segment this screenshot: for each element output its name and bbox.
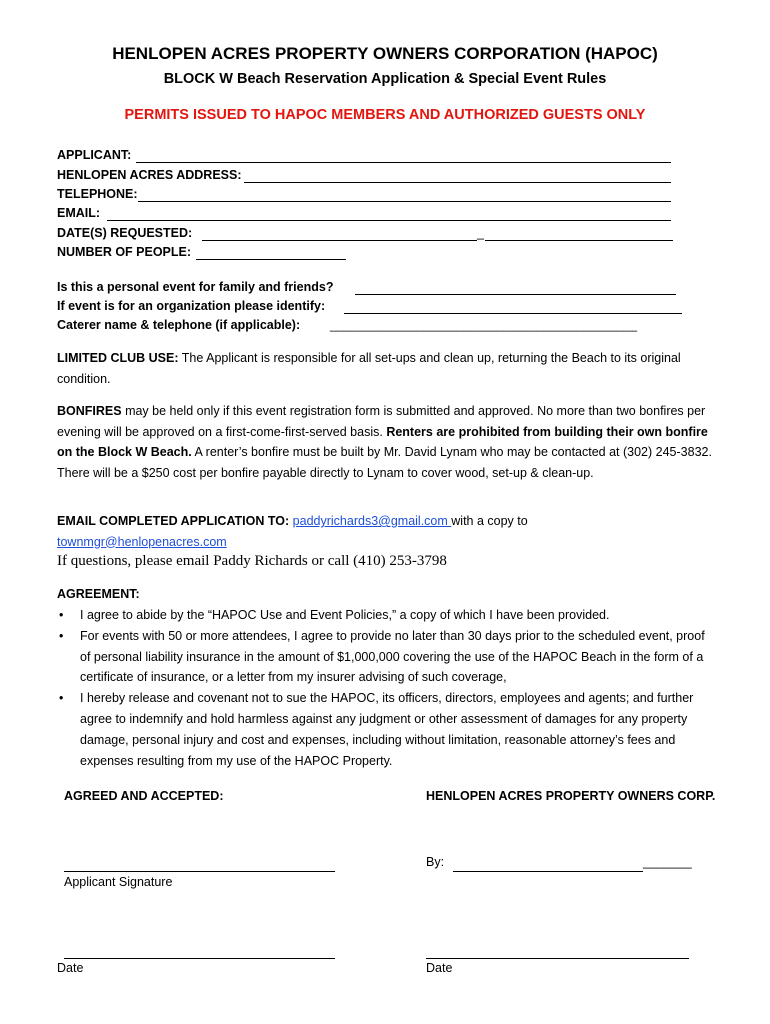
dates-field[interactable] — [202, 240, 477, 241]
agreement-item — [57, 688, 717, 771]
bonfires-label: BONFIRES — [57, 404, 122, 418]
agreement-item — [57, 626, 717, 688]
limited-use-label: LIMITED CLUB USE: — [57, 351, 179, 365]
bonfires-paragraph — [57, 401, 717, 483]
bullet-icon: • — [59, 608, 64, 622]
dates-field-end[interactable] — [485, 240, 673, 241]
email-application-label: EMAIL COMPLETED APPLICATION TO: — [57, 514, 290, 528]
by-tail: _______ — [643, 855, 692, 869]
agreement-item-text: For events with 50 or more attendees, I agree to provide no later than 30 days prior to the scheduled event, proof of personal liability insurance in the amount of $1,000,000 covering the use of the HAPOC Beach in the form of a certificate of insurance, or a letter from my insurer advising of such coverage, — [80, 628, 705, 685]
limited-use-text: The Applicant is responsible for all set-ups and clean up, returning the Beach to its original condition. — [57, 351, 681, 386]
telephone-field[interactable] — [138, 201, 671, 202]
people-label: NUMBER OF PEOPLE: — [57, 245, 192, 259]
date-right-label: Date — [426, 961, 453, 975]
date-right-field[interactable] — [426, 958, 689, 959]
bonfires-text-2: A renter’s bonfire must be built by Mr. David Lynam who may be contacted at (302) 245-3832. There will be a $250 cost per bonfire payable directly to Lynam to cover wood, set-up & clean-up. — [57, 445, 712, 480]
date-left-label: Date — [57, 961, 84, 975]
caterer-field[interactable]: ______________________________________________ — [330, 318, 637, 332]
agreement-item — [57, 605, 717, 626]
organization-question: If event is for an organization please identify: — [57, 299, 326, 313]
bullet-icon: • — [59, 628, 64, 643]
copy-email-link[interactable]: townmgr@henlopenacres.com — [57, 534, 227, 549]
permits-notice: PERMITS ISSUED TO HAPOC MEMBERS AND AUTHORIZED GUESTS ONLY — [124, 107, 646, 123]
bonfires-text-1: may be held only if this event registration form is submitted and approved. No more than two bonfires per evening will be approved on a first-come-first-served basis. — [57, 404, 706, 439]
bonfires-renters-rule: Renters are prohibited from building their own bonfire on the Block W Beach. — [57, 424, 708, 459]
agreement-item-text: I agree to abide by the “HAPOC Use and Event Policies,” a copy of which I have been provided. — [80, 608, 610, 622]
questions-contact-line: If questions, please email Paddy Richards or call (410) 253-3798 — [57, 553, 447, 569]
people-field[interactable] — [196, 259, 346, 260]
primary-email-link[interactable]: paddyrichards3@gmail.com — [292, 514, 452, 528]
by-signature-field[interactable] — [453, 871, 643, 872]
applicant-signature-label: Applicant Signature — [64, 875, 173, 889]
email-label: EMAIL: — [57, 206, 101, 220]
dates-separator: _ — [477, 226, 484, 240]
dates-label: DATE(S) REQUESTED: — [57, 226, 193, 240]
agreement-item-text: I hereby release and covenant not to sue the HAPOC, its officers, directors, employees and agents; and further agree to indemnify and hold harmless against any judgment or other assessment of damages for any property damage, personal injury and cost and expenses, including without limitation, reasonable attorney’s fees and expenses resulting from my use of the HAPOC Property. — [80, 691, 694, 768]
personal-event-field[interactable] — [355, 294, 676, 295]
document-subtitle: BLOCK W Beach Reservation Application & Special Event Rules — [163, 71, 607, 87]
by-label: By: — [426, 855, 445, 869]
applicant-field[interactable] — [136, 162, 671, 163]
personal-event-question: Is this a personal event for family and friends? — [57, 280, 334, 294]
caterer-question: Caterer name & telephone (if applicable): — [57, 318, 301, 332]
email-instructions — [57, 511, 717, 552]
limited-use-paragraph — [57, 348, 717, 389]
agreed-accepted-label: AGREED AND ACCEPTED: — [64, 789, 224, 803]
email-field[interactable] — [107, 220, 671, 221]
agreement-label: AGREEMENT: — [57, 587, 140, 601]
applicant-signature-field[interactable] — [64, 871, 335, 872]
corp-label: HENLOPEN ACRES PROPERTY OWNERS CORP. — [426, 789, 716, 803]
agreement-list — [57, 605, 717, 771]
telephone-label: TELEPHONE: — [57, 187, 138, 201]
date-left-field[interactable] — [64, 958, 335, 959]
bullet-icon: • — [59, 691, 64, 706]
organization-field[interactable] — [344, 313, 682, 314]
address-field[interactable] — [244, 182, 671, 183]
document-title: HENLOPEN ACRES PROPERTY OWNERS CORPORATION (HAPOC) — [112, 44, 658, 63]
applicant-label: APPLICANT: — [57, 148, 132, 162]
copy-text: with a copy to — [451, 514, 528, 528]
address-label: HENLOPEN ACRES ADDRESS: — [57, 168, 242, 182]
